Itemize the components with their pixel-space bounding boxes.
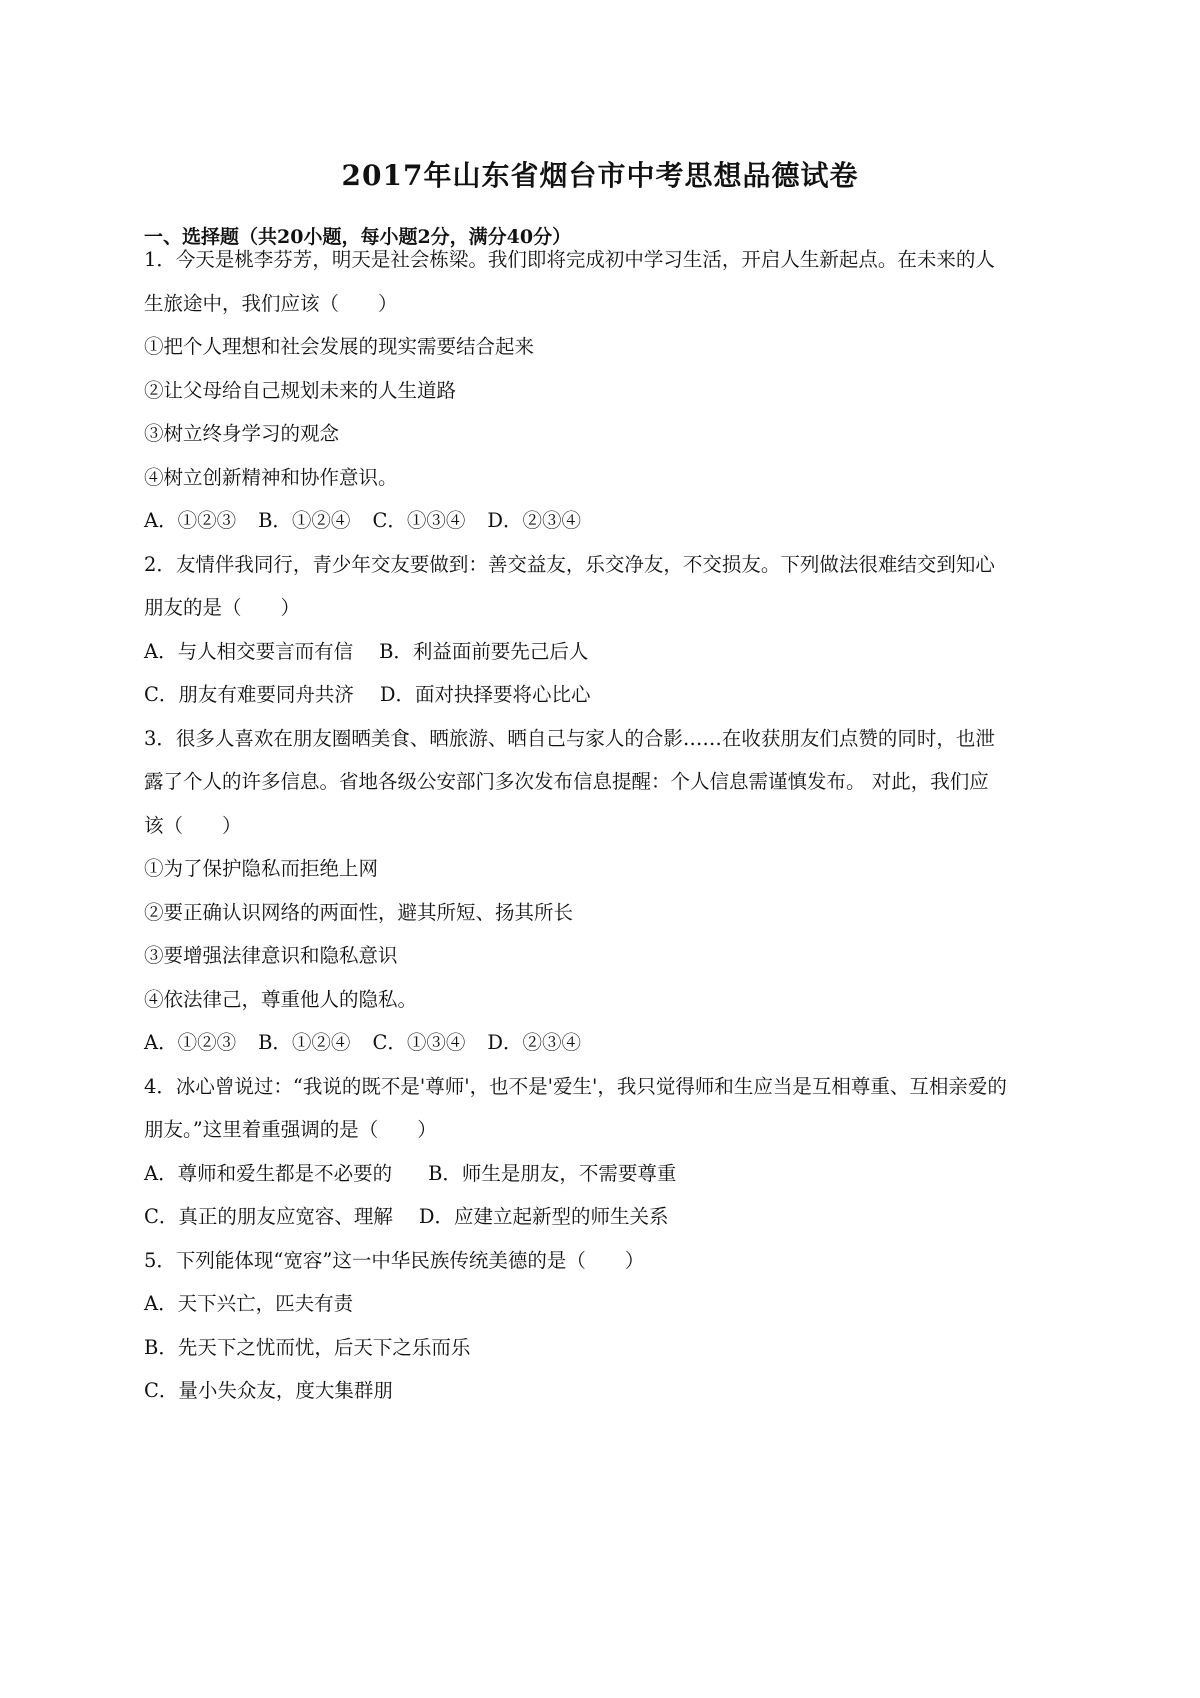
q1-stem-line-1: 1．今天是桃李芬芳，明天是社会栋梁。我们即将完成初中学习生活，开启人生新起点。在未来的人 [144, 248, 995, 271]
q4-options-row-1 [144, 1158, 676, 1186]
q5-option-b[interactable]: B．先天下之忧而忧，后天下之乐而乐 [144, 1336, 471, 1359]
q3-option-b[interactable]: B．①②④ [258, 1031, 351, 1054]
q2-option-a[interactable]: A．与人相交要言而有信 [144, 640, 354, 663]
q1-item-2: ②让父母给自己规划未来的人生道路 [144, 379, 457, 402]
q3-option-a[interactable]: A．①②③ [144, 1031, 237, 1054]
q3-item-4: ④依法律己，尊重他人的隐私。 [144, 988, 418, 1011]
q2-stem-line-2: 朋友的是（ ） [144, 596, 301, 619]
page-title: 2017年山东省烟台市中考思想品德试卷 [341, 159, 859, 192]
q1-item-3: ③树立终身学习的观念 [144, 422, 340, 445]
q1-option-b[interactable]: B．①②④ [258, 509, 351, 532]
q4-stem-line-2: 朋友。”这里着重强调的是（ ） [144, 1118, 437, 1141]
section-heading: 一、选择题（共20小题，每小题2分，满分40分） [144, 226, 572, 248]
q5-option-c[interactable]: C．量小失众友，度大集群朋 [144, 1379, 393, 1402]
q3-item-1: ①为了保护隐私而拒绝上网 [144, 857, 379, 880]
q1-item-1: ①把个人理想和社会发展的现实需要结合起来 [144, 335, 535, 358]
q3-option-c[interactable]: C．①③④ [372, 1031, 466, 1054]
q5-option-a[interactable]: A．天下兴亡，匹夫有责 [144, 1292, 354, 1315]
q3-options [144, 1027, 581, 1055]
q1-option-c[interactable]: C．①③④ [372, 509, 466, 532]
q3-stem-line-1: 3．很多人喜欢在朋友圈晒美食、晒旅游、晒自己与家人的合影……在收获朋友们点赞的同时，也泄 [144, 727, 995, 750]
q3-item-3: ③要增强法律意识和隐私意识 [144, 944, 398, 967]
q1-item-4: ④树立创新精神和协作意识。 [144, 466, 398, 489]
q3-item-2: ②要正确认识网络的两面性，避其所短、扬其所长 [144, 901, 574, 924]
q2-option-d[interactable]: D．面对抉择要将心比心 [379, 683, 591, 706]
q1-stem-line-2: 生旅途中，我们应该（ ） [144, 292, 398, 315]
q4-option-d[interactable]: D．应建立起新型的师生关系 [418, 1205, 669, 1228]
q4-option-b[interactable]: B．师生是朋友，不需要尊重 [428, 1162, 677, 1185]
q2-options-row-2 [144, 679, 591, 707]
q1-options [144, 505, 581, 533]
q2-stem-line-1: 2．友情伴我同行，青少年交友要做到：善交益友，乐交净友，不交损友。下列做法很难结交到知心 [144, 553, 995, 576]
q4-option-a[interactable]: A．尊师和爱生都是不必要的 [144, 1162, 393, 1185]
q4-stem-line-1: 4．冰心曾说过：“我说的既不是'尊师'，也不是'爱生'，我只觉得师和生应当是互相尊重、互相亲爱的 [144, 1075, 1007, 1098]
q3-stem-line-3: 该（ ） [144, 814, 242, 837]
q3-stem-line-2: 露了个人的许多信息。省地各级公安部门多次发布信息提醒：个人信息需谨慎发布。 对此，我们应 [144, 770, 989, 793]
q1-option-a[interactable]: A．①②③ [144, 509, 237, 532]
q2-options-row-1 [144, 636, 588, 664]
q2-option-b[interactable]: B．利益面前要先己后人 [379, 640, 589, 663]
q4-options-row-2 [144, 1201, 669, 1229]
q1-option-d[interactable]: D．②③④ [487, 509, 581, 532]
q5-stem-line-1: 5．下列能体现“宽容”这一中华民族传统美德的是（ ） [144, 1249, 645, 1272]
q4-option-c[interactable]: C．真正的朋友应宽容、理解 [144, 1205, 393, 1228]
q2-option-c[interactable]: C．朋友有难要同舟共济 [144, 683, 354, 706]
q3-option-d[interactable]: D．②③④ [487, 1031, 581, 1054]
